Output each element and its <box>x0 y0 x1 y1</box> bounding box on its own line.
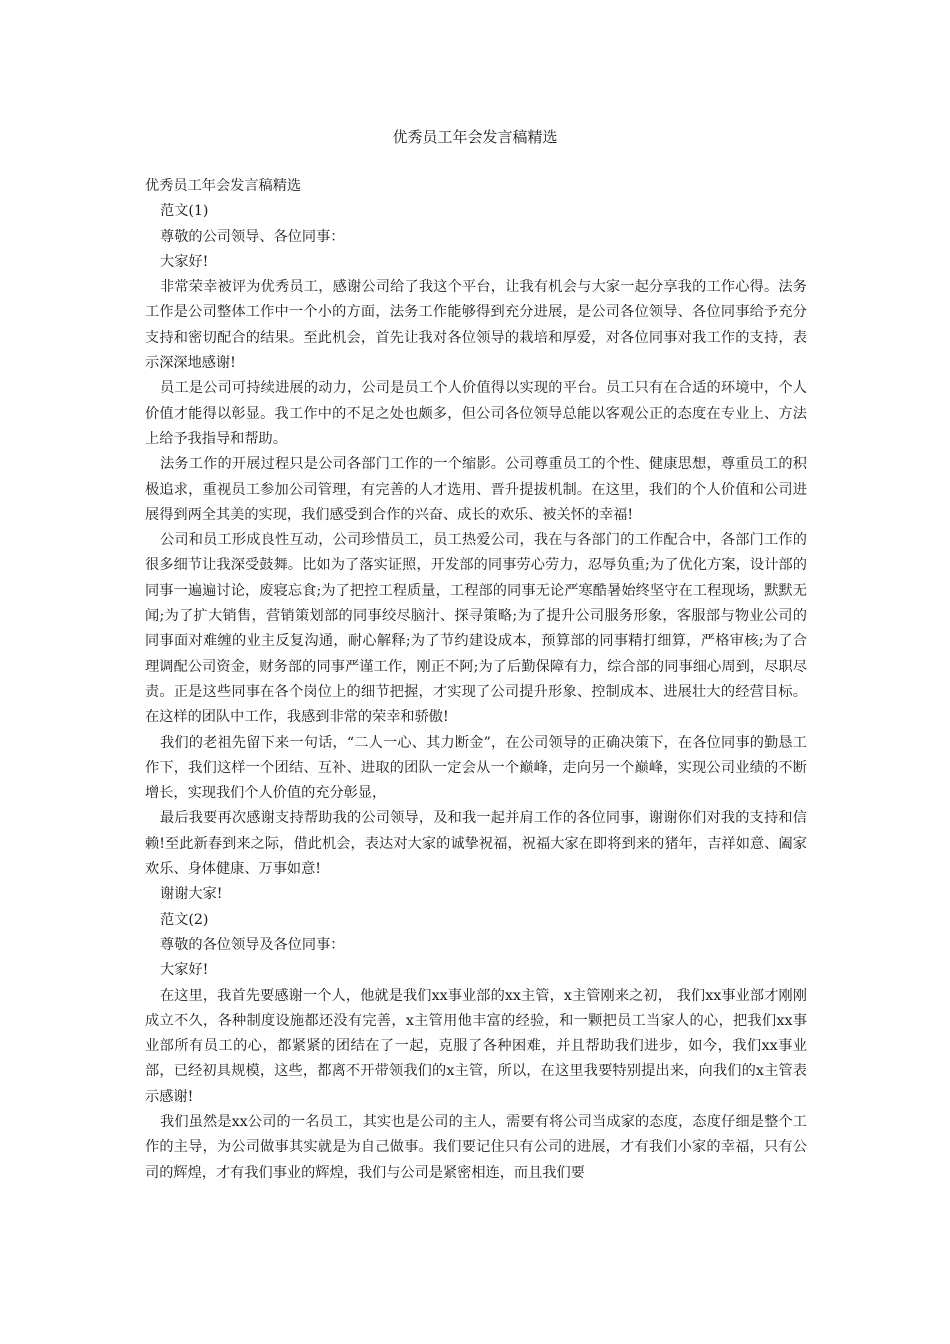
document-body <box>145 174 807 1186</box>
body-paragraph: 法务工作的开展过程只是公司各部门工作的一个缩影。公司尊重员工的个性、健康思想，尊重员工的积极追求，重视员工参加公司管理，有完善的人才选用、晋升提拔机制。在这里，我们的个人价值和公司进展得到两全其美的实现，我们感受到合作的兴奋、成长的欢乐、被关怀的幸福! <box>145 456 807 523</box>
heading-paragraph: 优秀员工年会发言稿精选 <box>145 178 302 194</box>
closing-1: 谢谢大家! <box>160 886 223 903</box>
salutation-2: 尊敬的各位领导及各位同事： <box>160 936 345 953</box>
body-paragraph: 我们虽然是xx公司的一名员工，其实也是公司的主人，需要有将公司当成家的态度，态度仔细是整个工作的主导，为公司做事其实就是为自己做事。我们要记住只有公司的进展，才有我们小家的幸福，只有公司的辉煌，才有我们事业的辉煌，我们与公司是紧密相连，而且我们要 <box>145 1113 807 1181</box>
sample-label-2: 范文(2) <box>160 911 209 928</box>
document-title: 优秀员工年会发言稿精选 <box>392 128 558 146</box>
body-paragraph: 最后我要再次感谢支持帮助我的公司领导，及和我一起并肩工作的各位同事，谢谢你们对我的支持和信赖!至此新春到来之际，借此机会，表达对大家的诚挚祝福，祝福大家在即将到来的猪年，吉祥如意、阖家欢乐、身体健康、万事如意! <box>145 810 807 878</box>
greeting-1: 大家好! <box>160 253 209 270</box>
sample-label-1: 范文(1) <box>160 203 209 220</box>
salutation-1: 尊敬的公司领导、各位同事： <box>160 228 345 245</box>
body-paragraph: 非常荣幸被评为优秀员工，感谢公司给了我这个平台，让我有机会与大家一起分享我的工作心得。法务工作是公司整体工作中一个小的方面，法务工作能够得到充分进展，是公司各位领导、各位同事给予充分支持和密切配合的结果。至此机会，首先让我对各位领导的栽培和厚爱，对各位同事对我工作的支持，表示深深地感谢! <box>145 279 807 372</box>
body-paragraph: 公司和员工形成良性互动，公司珍惜员工，员工热爱公司，我在与各部门的工作配合中，各部门工作的很多细节让我深受鼓舞。比如为了落实证照，开发部的同事劳心劳力，忍辱负重;为了优化方案，设计部的同事一遍遍讨论，废寝忘食;为了把控工程质量，工程部的同事无论严寒酷暑始终坚守在工程现场，默默无闻;为了扩大销售，营销策划部的同事绞尽脑汁、探寻策略;为了提升公司服务形象，客服部与物业公司的同事面对难缠的业主反复沟通，耐心解释;为了节约建设成本，预算部的同事精打细算，严格审核;为了合理调配公司资金，财务部的同事严谨工作，刚正不阿;为了后勤保障有力，综合部的同事细心周到，尽职尽责。正是这些同事在各个岗位上的细节把握，才实现了公司提升形象、控制成本、进展壮大的经营目标。在这样的团队中工作，我感到非常的荣幸和骄傲! <box>145 532 807 726</box>
body-paragraph: 在这里，我首先要感谢一个人，他就是我们xx事业部的xx主管，x主管刚来之初， 我们xx事业部才刚刚成立不久，各种制度设施都还没有完善，x主管用他丰富的经验，和一颗把员工当家人的心，把我们xx事业部所有员工的心，都紧紧的团结在了一起，克服了各种困难，并且帮助我们进步，如今，我们xx事业部，已经初具规模，这些，都离不开带领我们的x主管，所以，在这里我要特别提出来，向我们的x主管表示感谢! <box>145 987 807 1105</box>
greeting-2: 大家好! <box>160 962 209 979</box>
body-paragraph: 员工是公司可持续进展的动力，公司是员工个人价值得以实现的平台。员工只有在合适的环境中，个人价值才能得以彰显。我工作中的不足之处也颇多，但公司各位领导总能以客观公正的态度在专业上、方法上给予我指导和帮助。 <box>145 380 807 447</box>
body-paragraph: 我们的老祖先留下来一句话，“二人一心、其力断金”，在公司领导的正确决策下，在各位同事的勤恳工作下，我们这样一个团结、互补、进取的团队一定会从一个巅峰，走向另一个巅峰，实现公司业绩的不断增长，实现我们个人价值的充分彰显， <box>145 734 807 802</box>
